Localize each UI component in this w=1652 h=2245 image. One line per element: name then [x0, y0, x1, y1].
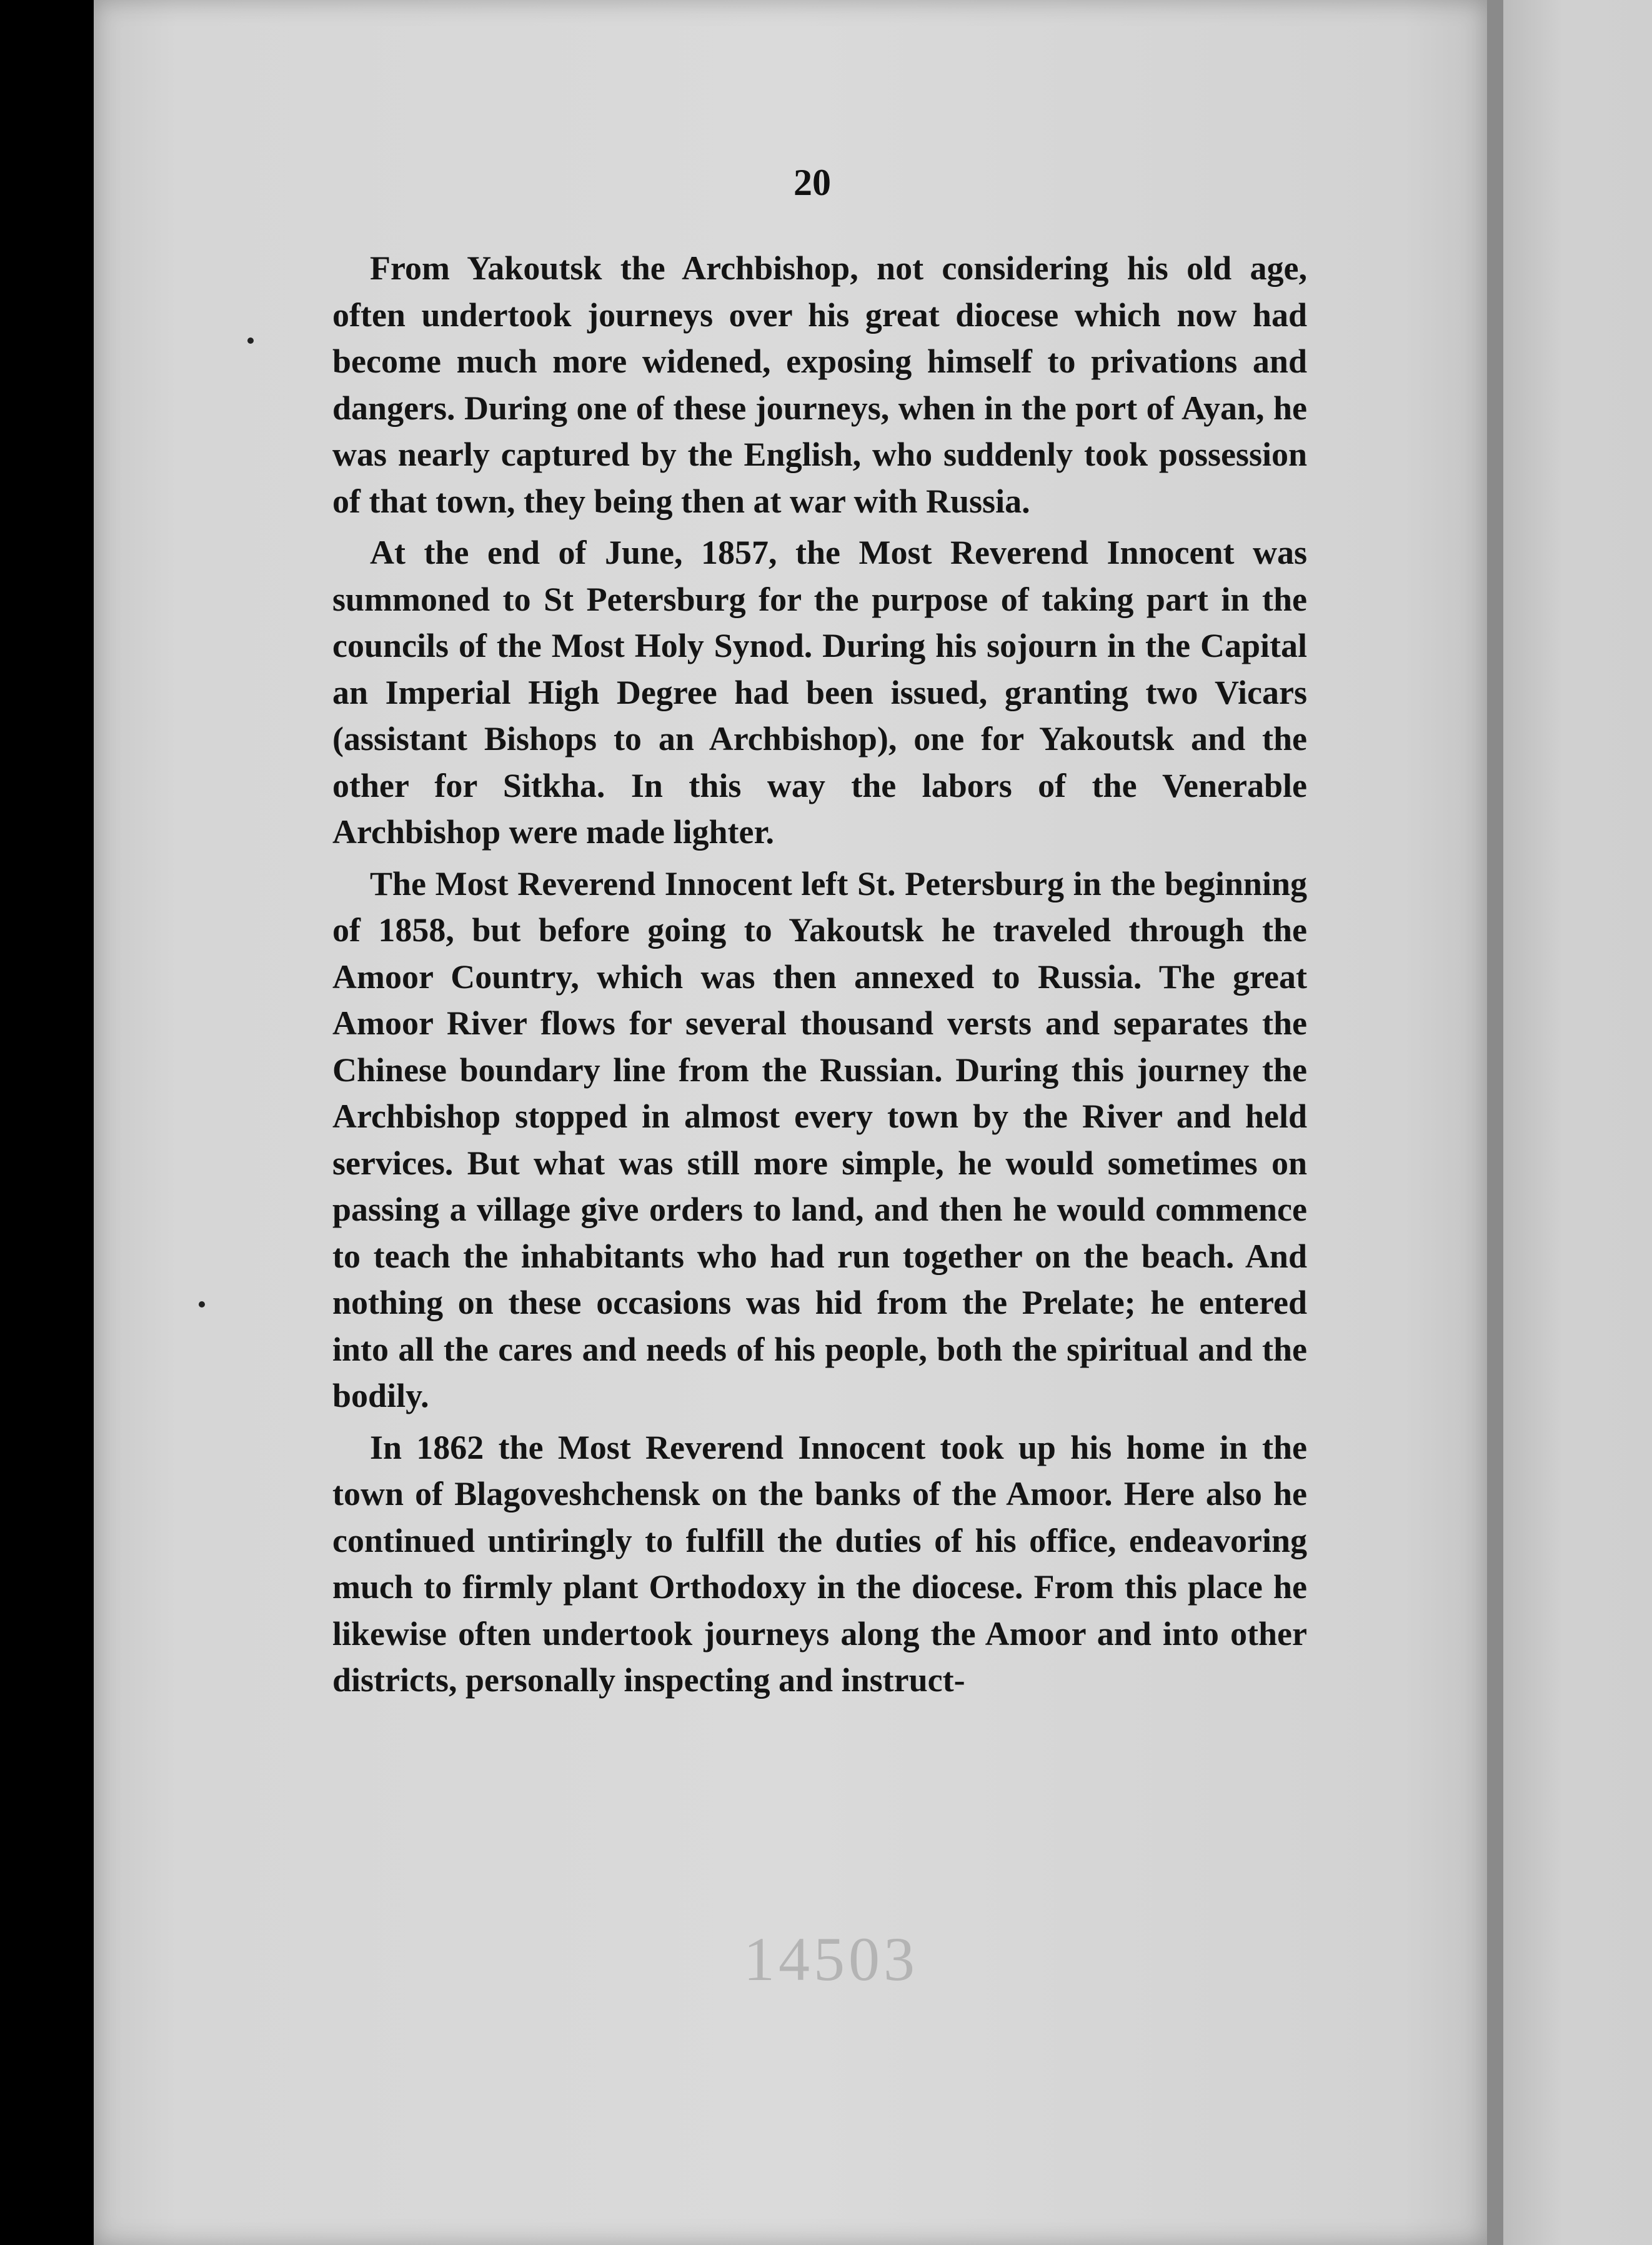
paragraph-3: The Most Reverend Innocent left St. Petersburg in the beginning of 1858, but before going to Yakoutsk he traveled through the Amoor Country, which was then annexed to Russia. The great Amoor River flows for several thousand versts and separates the Chinese boundary line from the Russian. During this journey the Archbishop stopped in almost every town by the River and held services. But what was still more simple, he would sometimes on passing a village give orders to land, and then he would commence to teach the inhabitants who had run together on the beach. And nothing on these occasions was hid from the Prelate; he entered into all the cares and needs of his people, both the spiritual and the bodily. — [332, 864, 1307, 1414]
page-number: 20 — [794, 162, 831, 203]
faded-stamp: 14503 — [744, 1924, 918, 1994]
paragraph-2: At the end of June, 1857, the Most Reverend Innocent was summoned to St Petersburg for the purpose of taking part in the councils of the Most Holy Synod. During his sojourn in the Capital an Imperial High Degree had been issued, granting two Vicars (assistant Bishops to an Archbishop), one for Yakoutsk and the other for Sitkha. In this way the labors of the Venerable Archbishop were made lighter. — [332, 534, 1307, 851]
body-text — [332, 245, 1307, 1709]
adjacent-page-strip — [1503, 0, 1652, 2245]
page-gutter-edge — [1487, 0, 1503, 2245]
paragraph-1: From Yakoutsk the Archbishop, not considering his old age, often undertook journeys over his great diocese which now had become much more widened, exposing himself to privations and dangers. During one of these journeys, when in the port of Ayan, he was nearly captured by the English, who suddenly took possession of that town, they being then at war with Russia. — [332, 249, 1307, 520]
ink-speck — [199, 1301, 205, 1308]
paragraph-4: In 1862 the Most Reverend Innocent took up his home in the town of Blagoveshchensk on the banks of the Amoor. Here also he continued untiringly to fulfill the duties of his office, endeavoring much to firmly plant Orthodoxy in the diocese. From this place he likewise often undertook journeys along the Amoor and into other districts, personally inspecting and instruct- — [332, 1428, 1307, 1699]
ink-speck — [247, 338, 254, 344]
